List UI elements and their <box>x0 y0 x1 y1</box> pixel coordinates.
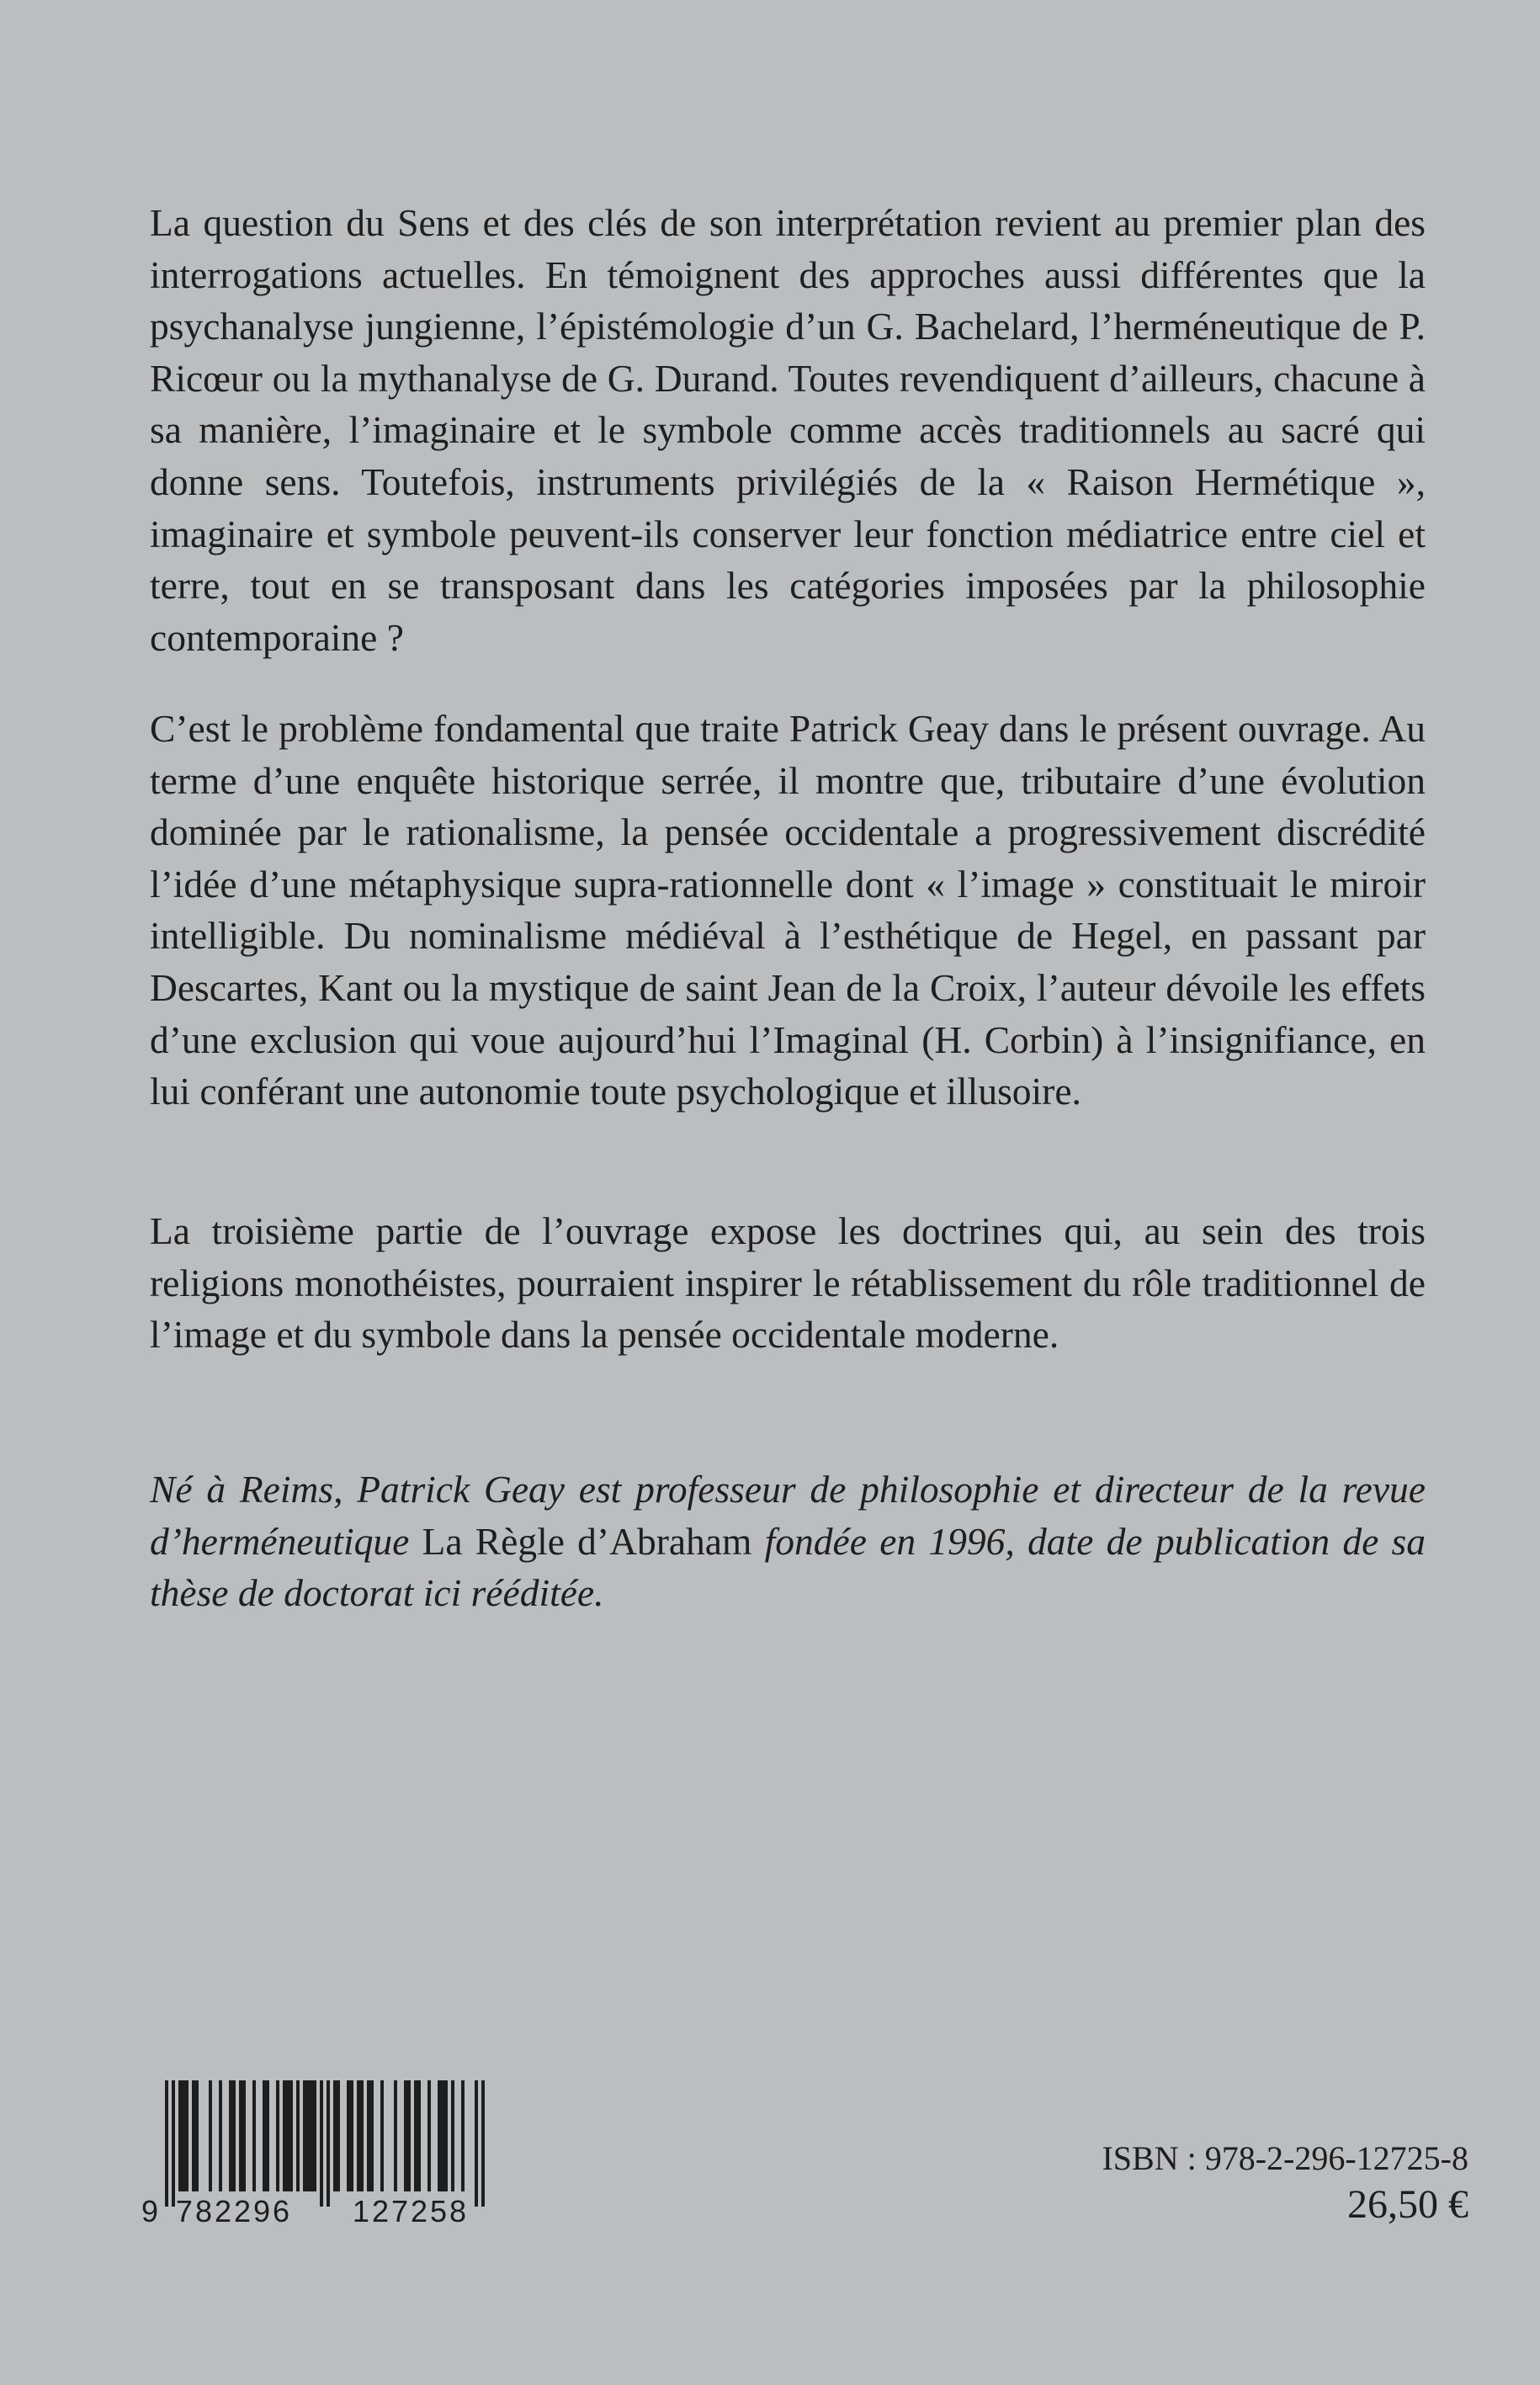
barcode-first-digit: 9 <box>141 2194 159 2228</box>
barcode-bar <box>310 2080 313 2191</box>
paragraph-3 <box>150 1205 1426 1361</box>
paragraph-2-text: C’est le problème fondamental que traite Patrick Geay dans le présent ouvrage. Au terme d’une enquête historique serrée, il montre que, tributaire d’une évolution dominée par le rationalisme, la pensée occidentale a progressivement discrédité l’idée d’une métaphysique supra-rationnelle dont « l’image » constituait le miroir intelligible. Du nominalisme médiéval à l’esthétique de Hegel, en passant par Descartes, Kant ou la mystique de saint Jean de la Croix, l’auteur dévoile les effets d’une exclusion qui voue aujourd’hui l’Imaginal (H. Corbin) à l’insignifiance, en lui conférant une autonomie toute psychologique et illusoire. <box>150 707 1426 1113</box>
barcode-bar <box>427 2080 431 2191</box>
barcode-bar <box>263 2080 266 2191</box>
barcode-bar <box>283 2080 286 2191</box>
barcode-bar <box>172 2080 175 2207</box>
barcode-bar <box>347 2080 350 2191</box>
barcode-bar <box>219 2080 222 2191</box>
barcode-bar <box>192 2080 195 2191</box>
price-label: 26,50 € <box>1347 2182 1468 2227</box>
barcode-bar <box>306 2080 310 2191</box>
barcode-bar <box>444 2080 448 2191</box>
barcode-bar <box>451 2080 454 2191</box>
barcode-bar <box>182 2080 185 2191</box>
barcode-bar <box>289 2080 293 2191</box>
barcode-graphic <box>140 2080 514 2228</box>
barcode-bar <box>337 2080 340 2191</box>
barcode-bar <box>441 2080 444 2191</box>
barcode-bar <box>276 2080 279 2191</box>
barcode-bar <box>195 2080 199 2191</box>
barcode-bar <box>229 2080 232 2191</box>
barcode-bar <box>414 2080 417 2191</box>
paragraph-3-text: La troisième partie de l’ouvrage expose les doctrines qui, au sein des trois religions monothéistes, pourraient inspirer le rétablissement du rôle traditionnel de l’image et du symbole dans la pensée occidentale moderne. <box>150 1209 1426 1357</box>
barcode-bar <box>232 2080 236 2191</box>
barcode-bar <box>360 2080 364 2191</box>
barcode-bar <box>286 2080 289 2191</box>
barcode-bar <box>178 2080 182 2191</box>
barcode-bar <box>303 2080 306 2191</box>
barcode-bar <box>380 2080 384 2191</box>
barcode-bar <box>333 2080 337 2191</box>
author-bio-part-1: Né à Reims, Patrick Geay est professeur de philosophie et directeur de la revue d’herméneutique <box>150 1468 1426 1563</box>
barcode-bar <box>357 2080 360 2191</box>
barcode-bar <box>417 2080 421 2191</box>
paragraph-1-text: La question du Sens et des clés de son interprétation revient au premier plan des interrogations actuelles. En témoignent des approches aussi différentes que la psychanalyse jungienne, l’épistémologie d’un G. Bachelard, l’herméneutique de P. Ricœur ou la mythanalyse de G. Durand. Toutes revendiquent d’ailleurs, chacune à sa manière, l’imaginaire et le symbole comme accès traditionnels au sacré qui donne sens. Toutefois, instruments privilégiés de la « Raison Hermétique », imaginaire et symbole peuvent-ils conserver leur fonction médiatrice entre ciel et terre, tout en se transposant dans les catégories imposées par la philosophie contemporaine ? <box>150 201 1426 659</box>
barcode-bar <box>165 2080 168 2207</box>
barcode-bar <box>475 2080 478 2207</box>
barcode <box>140 2080 514 2228</box>
barcode-bar <box>481 2080 485 2207</box>
barcode-bar <box>327 2080 330 2207</box>
journal-title: La Règle d’Abraham <box>422 1519 752 1563</box>
author-bio <box>150 1463 1426 1619</box>
author-bio-part-2: fondée en 1996, date de publication de sa thèse de doctorat ici rééditée. <box>150 1519 1426 1615</box>
barcode-bar <box>370 2080 374 2191</box>
paragraph-1 <box>150 197 1426 663</box>
barcode-bar <box>404 2080 407 2191</box>
barcode-bar <box>320 2080 323 2207</box>
barcode-bar <box>239 2080 242 2191</box>
barcode-bar <box>461 2080 465 2191</box>
barcode-bar <box>209 2080 212 2191</box>
barcode-bar <box>266 2080 269 2191</box>
barcode-left-digits: 782296 <box>175 2194 293 2228</box>
barcode-bar <box>367 2080 370 2191</box>
barcode-bar <box>252 2080 256 2191</box>
barcode-bar <box>185 2080 189 2191</box>
barcode-right-digits: 127258 <box>352 2194 470 2228</box>
barcode-bar <box>438 2080 441 2191</box>
barcode-bar <box>296 2080 300 2191</box>
barcode-bar <box>350 2080 353 2191</box>
isbn-label: ISBN : 978-2-296-12725-8 <box>1102 2139 1468 2177</box>
paragraph-2 <box>150 703 1426 1118</box>
barcode-bar <box>394 2080 397 2191</box>
author-bio-text <box>150 1463 1426 1619</box>
barcode-bar <box>313 2080 316 2191</box>
barcode-bar <box>242 2080 246 2191</box>
barcode-bar <box>407 2080 411 2191</box>
